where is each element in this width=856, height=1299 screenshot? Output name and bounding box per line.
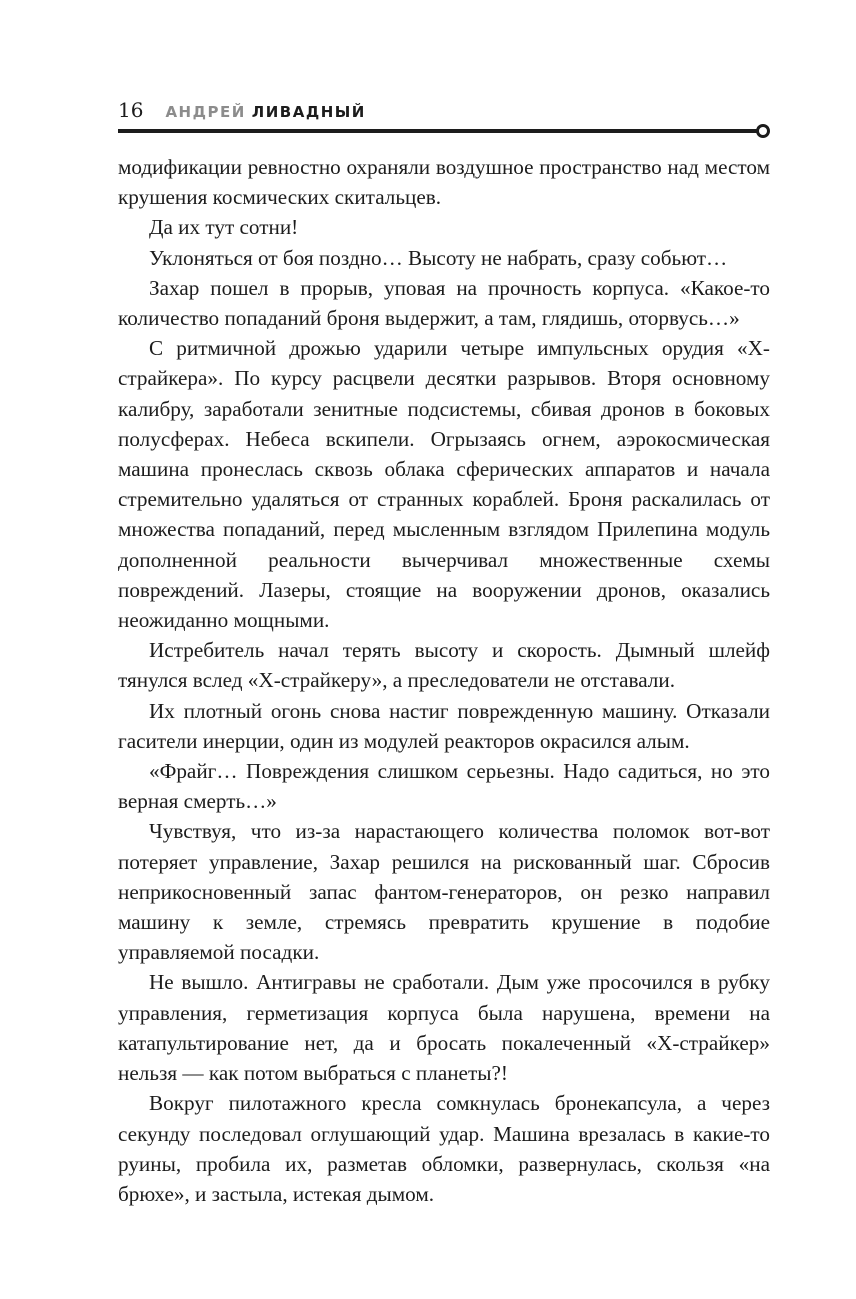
rule-end-circle: [756, 124, 770, 138]
body-text: [118, 152, 770, 1209]
paragraph: Истребитель начал терять высоту и скорость. Дымный шлейф тянулся вслед «Х-страйкеру», а преследователи не отставали.: [118, 638, 770, 693]
paragraph: Захар пошел в прорыв, уповая на прочность корпуса. «Какое-то количество попаданий броня выдержит, а там, глядишь, оторвусь…»: [118, 275, 770, 331]
paragraph: С ритмичной дрожью ударили четыре импульсных орудия «Х-страйкера». По курсу расцвели десятки разрывов. Вторя основному калибру, заработали зенитные подсистемы, сбивая дронов в боковых полусферах. Небеса вскипели. Огрызаясь огнем, аэрокосмическая машина пронеслась сквозь облака сферических аппаратов и начала стремительно удаляться от странных кораблей. Броня раскалилась от множества попаданий, перед мысленным взглядом Прилепина модуль дополненной реальности вычерчивал множественные схемы повреждений. Лазеры, стоящие на вооружении дронов, оказались неожиданно мощными.: [118, 336, 770, 633]
author-last-name: ЛИВАДНЫЙ: [251, 103, 366, 121]
paragraph: Их плотный огонь снова настиг поврежденную машину. Отказали гасители инерции, один из модулей реакторов окрасился алым.: [118, 698, 770, 753]
paragraph: Не вышло. Антигравы не сработали. Дым уже просочился в рубку управления, герметизация корпуса была нарушена, времени на катапультирование нет, да и бросать покалеченный «Х-страйкер» нельзя — как потом выбраться с планеты?!: [118, 970, 770, 1086]
running-header: [118, 98, 366, 128]
author-first-name: АНДРЕЙ: [165, 103, 246, 121]
page-number: 16: [118, 98, 144, 122]
paragraph: Уклоняться от боя поздно… Высоту не набрать, сразу собьют…: [149, 245, 728, 270]
header-rule: [118, 129, 758, 133]
paragraph: Чувствуя, что из-за нарастающего количества поломок вот-вот потеряет управление, Захар решился на рискованный шаг. Сбросив неприкосновенный запас фантом-генераторов, он резко направил машину к земле, стремясь превратить крушение в подобие управляемой посадки.: [118, 819, 770, 965]
paragraph: «Фрайг… Повреждения слишком серьезны. Надо садиться, но это верная смерть…»: [118, 759, 770, 814]
paragraph-continued: модификации ревностно охраняли воздушное пространство над местом крушения космических скитальцев.: [118, 155, 770, 210]
paragraph: Да их тут сотни!: [149, 215, 299, 240]
paragraph: Вокруг пилотажного кресла сомкнулась бронекапсула, а через секунду последовал оглушающий удар. Машина врезалась в какие-то руины, пробила их, разметав обломки, развернулась, скользя «на брюхе», и застыла, истекая дымом.: [118, 1091, 770, 1206]
